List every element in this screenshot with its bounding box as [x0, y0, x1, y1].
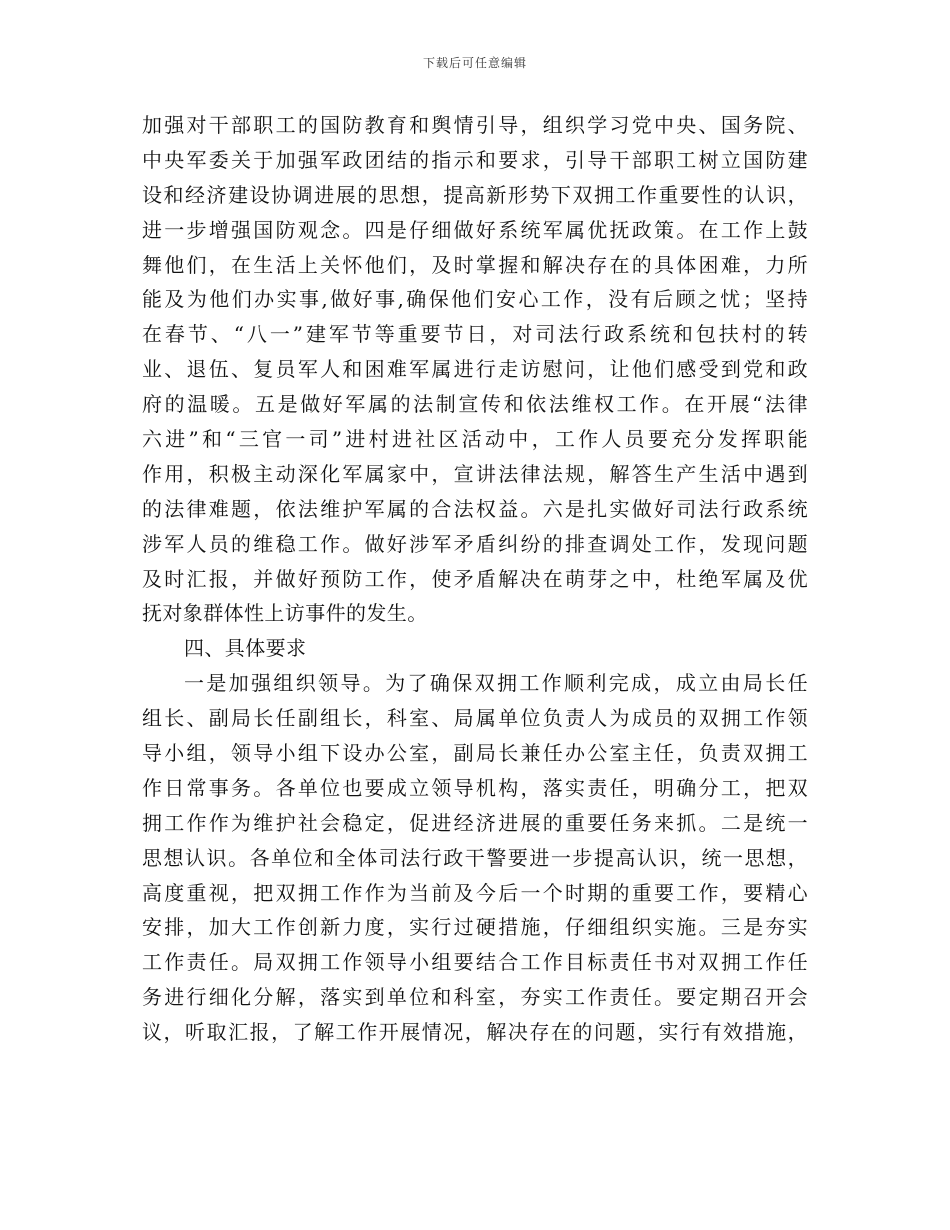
text-line: 舞他们，在生活上关怀他们，及时掌握和解决存在的具体困难，力所	[142, 252, 808, 277]
text-line: 思想认识。各单位和全体司法行政干警要进一步提高认识，统一思想，	[142, 845, 808, 870]
text-line: 一是加强组织领导。为了确保双拥工作顺利完成，成立由局长任	[184, 671, 808, 696]
text-line: 涉军人员的维稳工作。做好涉军矛盾纠纷的排查调处工作，发现问题	[142, 531, 808, 556]
text-line: 作用，积极主动深化军属家中，宣讲法律法规，解答生产生活中遇到	[142, 461, 808, 486]
text-line: 加强对干部职工的国防教育和舆情引导，组织学习党中央、国务院、	[142, 113, 808, 137]
text-line: 抚对象群体性上访事件的发生。	[142, 601, 428, 626]
text-line: 设和经济建设协调进展的思想，提高新形势下双拥工作重要性的认识，	[142, 182, 808, 207]
text-line: 导小组，领导小组下设办公室，副局长兼任办公室主任，负责双拥工	[142, 741, 808, 766]
text-line: 能及为他们办实事,做好事,确保他们安心工作，没有后顾之忧；坚持	[142, 287, 808, 312]
section-heading: 四、具体要求	[184, 636, 307, 661]
text-line: 务进行细化分解，落实到单位和科室，夯实工作责任。要定期召开会	[142, 985, 808, 1010]
text-line: 业、退伍、复员军人和困难军属进行走访慰问，让他们感受到党和政	[142, 357, 808, 382]
text-line: 组长、副局长任副组长，科室、局属单位负责人为成员的双拥工作领	[142, 706, 808, 731]
text-line: 作日常事务。各单位也要成立领导机构，落实责任，明确分工，把双	[142, 775, 808, 800]
text-line: 中央军委关于加强军政团结的指示和要求，引导干部职工树立国防建	[142, 147, 808, 172]
document-body	[142, 108, 808, 1050]
text-line: 府的温暖。五是做好军属的法制宣传和依法维权工作。在开展“法律	[142, 392, 808, 417]
page-header: 下载后可任意编辑	[422, 56, 527, 70]
text-line: 高度重视，把双拥工作作为当前及今后一个时期的重要工作，要精心	[142, 880, 808, 905]
text-line: 进一步增强国防观念。四是仔细做好系统军属优抚政策。在工作上鼓	[142, 217, 808, 242]
text-line: 在春节、“八一”建军节等重要节日，对司法行政系统和包扶村的转	[142, 322, 808, 347]
text-line: 的法律难题，依法维护军属的合法权益。六是扎实做好司法行政系统	[142, 496, 808, 521]
text-line: 及时汇报，并做好预防工作，使矛盾解决在萌芽之中，杜绝军属及优	[142, 566, 808, 591]
text-line: 拥工作作为维护社会稳定，促进经济进展的重要任务来抓。二是统一	[142, 810, 808, 835]
text-line: 安排，加大工作创新力度，实行过硬措施，仔细组织实施。三是夯实	[142, 915, 808, 940]
text-line: 议，听取汇报，了解工作开展情况，解决存在的问题，实行有效措施，	[142, 1020, 808, 1045]
text-line: 工作责任。局双拥工作领导小组要结合工作目标责任书对双拥工作任	[142, 950, 808, 975]
text-line: 六进”和“三官一司”进村进社区活动中，工作人员要充分发挥职能	[142, 427, 808, 452]
